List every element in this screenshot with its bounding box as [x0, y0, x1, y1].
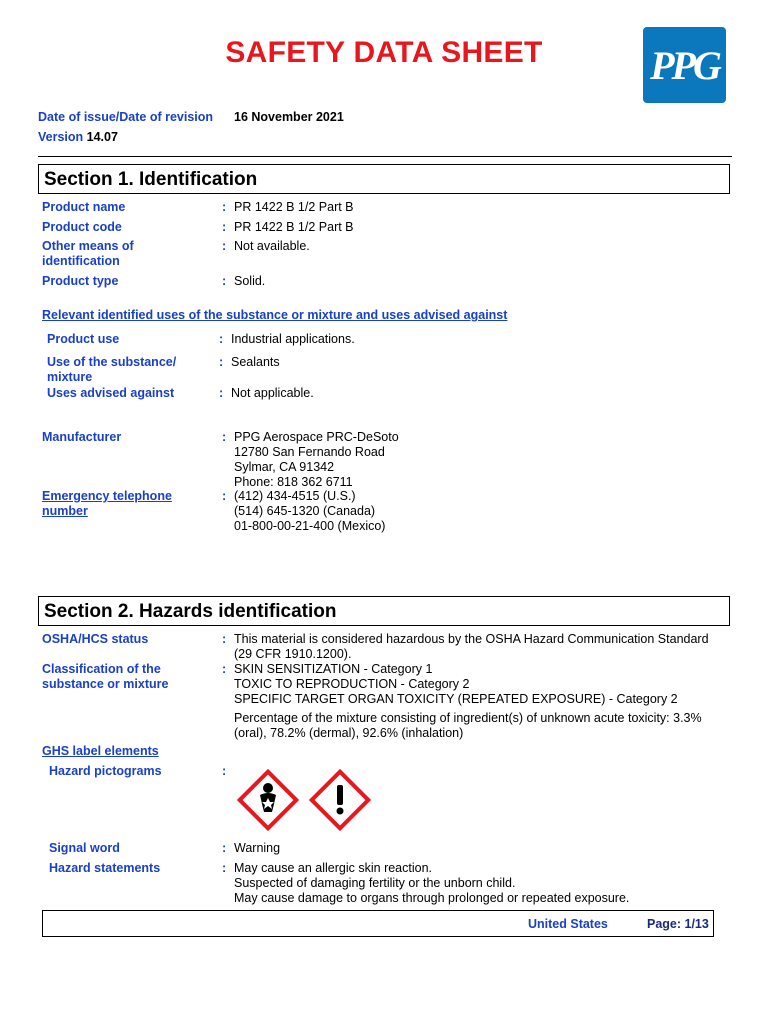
- section-2-header: [38, 596, 730, 626]
- other-means-label: Other means of identification: [42, 239, 134, 268]
- version-value: 14.07: [86, 130, 118, 144]
- manufacturer-line: Phone: 818 362 6711: [234, 475, 353, 489]
- signal-word-value: Warning: [234, 841, 281, 855]
- uses-advised-against-value: Not applicable.: [231, 386, 314, 400]
- unknown-toxicity-text: [234, 711, 702, 741]
- header-rule: [38, 156, 732, 157]
- colon: :: [222, 274, 227, 288]
- footer-page-number: Page: 1/13: [647, 917, 709, 931]
- hazard-statement: May cause damage to organs through prolonged or repeated exposure.: [234, 891, 630, 905]
- ppg-logo: [643, 27, 726, 103]
- manufacturer-block: [234, 430, 399, 490]
- osha-line: (29 CFR 1910.1200).: [234, 647, 352, 661]
- document-title: SAFETY DATA SHEET: [225, 36, 543, 69]
- product-code-value: PR 1422 B 1/2 Part B: [234, 220, 354, 234]
- colon: :: [222, 764, 227, 778]
- uses-advised-against-label: Uses advised against: [47, 386, 175, 400]
- product-use-label: Product use: [47, 332, 120, 346]
- classification-line: SPECIFIC TARGET ORGAN TOXICITY (REPEATED EXPOSURE) - Category 2: [234, 692, 678, 706]
- issue-date-value: 16 November 2021: [234, 110, 344, 124]
- product-name-value: PR 1422 B 1/2 Part B: [234, 200, 354, 214]
- colon: :: [219, 355, 224, 369]
- colon: :: [222, 200, 227, 214]
- colon: :: [222, 489, 227, 503]
- use-of-substance-value: Sealants: [231, 355, 280, 369]
- product-type-label: Product type: [42, 274, 119, 288]
- colon: :: [222, 430, 227, 444]
- osha-hcs-label: OSHA/HCS status: [42, 632, 149, 646]
- health-hazard-icon: [236, 768, 300, 832]
- logo-text: PPG: [650, 42, 719, 88]
- colon: :: [222, 841, 227, 855]
- relevant-uses-heading[interactable]: Relevant identified uses of the substance or mixture and uses advised against: [42, 308, 508, 322]
- product-use-value: Industrial applications.: [231, 332, 355, 346]
- section-1-header: [38, 164, 730, 194]
- colon: :: [219, 332, 224, 346]
- use-of-substance-label: Use of the substance/ mixture: [47, 355, 177, 384]
- emergency-telephone-label[interactable]: Emergency telephone number: [42, 489, 172, 518]
- hazard-statement: Suspected of damaging fertility or the unborn child.: [234, 876, 516, 890]
- version-line: [38, 130, 118, 145]
- hazard-statement: May cause an allergic skin reaction.: [234, 861, 433, 875]
- section-2-title: Section 2. Hazards identification: [44, 601, 337, 622]
- classification-line: SKIN SENSITIZATION - Category 1: [234, 662, 433, 676]
- osha-line: This material is considered hazardous by the OSHA Hazard Communication Standard: [234, 632, 709, 646]
- other-means-value: Not available.: [234, 239, 310, 253]
- colon: :: [222, 632, 227, 646]
- colon: :: [222, 220, 227, 234]
- toxicity-line: (oral), 78.2% (dermal), 92.6% (inhalation): [234, 726, 464, 740]
- emergency-line: 01-800-00-21-400 (Mexico): [234, 519, 386, 533]
- toxicity-line: Percentage of the mixture consisting of ingredient(s) of unknown acute toxicity: 3.3%: [234, 711, 702, 725]
- manufacturer-line: Sylmar, CA 91342: [234, 460, 335, 474]
- section-1-title: Section 1. Identification: [44, 169, 258, 190]
- colon: :: [219, 386, 224, 400]
- osha-hcs-value: [234, 632, 709, 662]
- hazard-statements-label: Hazard statements: [49, 861, 161, 875]
- hazard-statements-value: [234, 861, 629, 906]
- emergency-line: (412) 434-4515 (U.S.): [234, 489, 356, 503]
- issue-date-label: Date of issue/Date of revision: [38, 110, 214, 124]
- exclamation-mark-icon: [308, 768, 372, 832]
- product-code-label: Product code: [42, 220, 122, 234]
- product-type-value: Solid.: [234, 274, 266, 288]
- classification-line: TOXIC TO REPRODUCTION - Category 2: [234, 677, 470, 691]
- colon: :: [222, 662, 227, 676]
- classification-label: Classification of the substance or mixture: [42, 662, 169, 691]
- manufacturer-line: 12780 San Fernando Road: [234, 445, 385, 459]
- ghs-label-elements-heading[interactable]: GHS label elements: [42, 744, 159, 758]
- emergency-telephone-block: [234, 489, 385, 534]
- classification-value: [234, 662, 678, 707]
- emergency-line: (514) 645-1320 (Canada): [234, 504, 376, 518]
- product-name-label: Product name: [42, 200, 126, 214]
- colon: :: [222, 861, 227, 875]
- footer-country: United States: [528, 917, 608, 931]
- hazard-pictograms-label: Hazard pictograms: [49, 764, 162, 778]
- version-label: Version: [38, 130, 84, 144]
- signal-word-label: Signal word: [49, 841, 120, 855]
- colon: :: [222, 239, 227, 253]
- manufacturer-line: PPG Aerospace PRC-DeSoto: [234, 430, 399, 444]
- manufacturer-label: Manufacturer: [42, 430, 122, 444]
- page-footer: [42, 910, 714, 937]
